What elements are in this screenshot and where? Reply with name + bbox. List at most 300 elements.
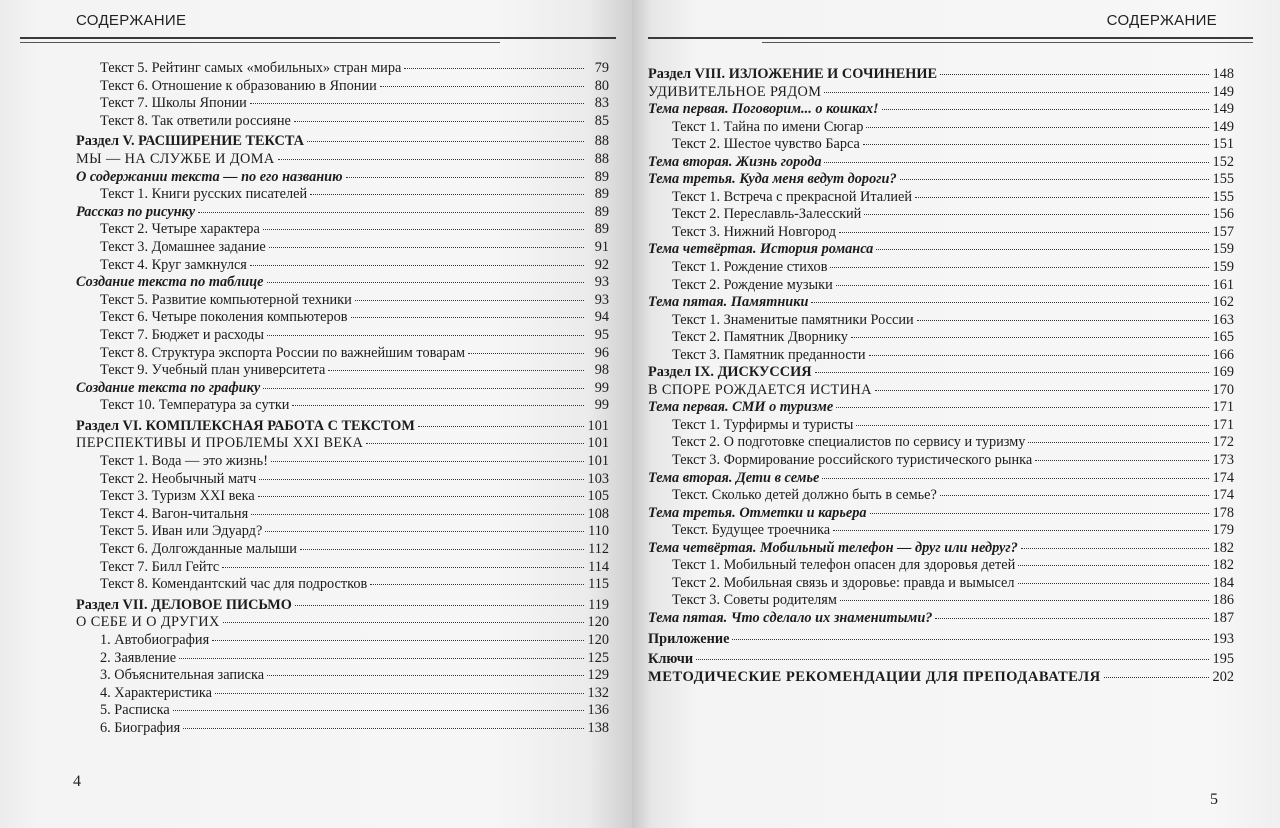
toc-entry: [648, 347, 1234, 365]
toc-entry: [76, 614, 609, 632]
toc-entry: [76, 327, 609, 345]
toc-entry-title: Текст 2. Переславль-Залесский: [672, 206, 862, 223]
toc-entry: [648, 241, 1234, 259]
toc-entry: [648, 557, 1234, 575]
dot-leader: [263, 388, 584, 389]
dot-leader: [307, 141, 584, 142]
toc-entry-page: 132: [587, 684, 609, 701]
dot-leader: [278, 159, 584, 160]
dot-leader: [940, 74, 1209, 75]
toc-entry-title: Текст 2. Четыре характера: [100, 221, 260, 238]
toc-entry-title: Текст 4. Вагон-читальня: [100, 505, 249, 522]
dot-leader: [836, 285, 1209, 286]
toc-entry-title: Создание текста по таблице: [76, 274, 264, 291]
toc-entry-page: 129: [587, 667, 609, 684]
toc-entry-title: Рассказ по рисунку: [76, 203, 196, 220]
toc-entry: [648, 189, 1234, 207]
dot-leader: [355, 300, 584, 301]
toc-entry: [648, 592, 1234, 610]
toc-entry-page: 80: [594, 77, 609, 94]
toc-entry-title: О СЕБЕ И О ДРУГИХ: [76, 614, 220, 631]
dot-leader: [346, 177, 584, 178]
toc-entry-title: Тема четвёртая. История романса: [648, 241, 874, 258]
dot-leader: [267, 335, 584, 336]
dot-leader: [300, 549, 584, 550]
toc-entry-title: МЫ — НА СЛУЖБЕ И ДОМА: [76, 150, 275, 167]
toc-entry: [76, 418, 609, 436]
toc-entry: [76, 541, 609, 559]
toc-entry-page: 152: [1212, 153, 1234, 170]
toc-entry: [648, 382, 1234, 400]
toc-entry: [76, 362, 609, 380]
toc-entry-page: 94: [594, 309, 609, 326]
toc-entry-title: Текст 2. О подготовке специалистов по сервису и туризму: [672, 434, 1026, 451]
toc-entry: [76, 702, 609, 720]
toc-entry-page: 99: [594, 397, 609, 414]
toc-entry-page: 173: [1212, 452, 1234, 469]
toc-entry: [648, 154, 1234, 172]
toc-entry-title: Тема пятая. Что сделало их знаменитыми?: [648, 609, 933, 626]
toc-entry-page: 95: [594, 326, 609, 343]
toc-entry: [76, 435, 609, 453]
toc-entry-page: 96: [594, 344, 609, 361]
dot-leader: [271, 461, 584, 462]
dot-leader: [851, 337, 1209, 338]
right-running-header: СОДЕРЖАНИЕ: [1106, 12, 1217, 29]
toc-entry-page: 101: [587, 417, 609, 434]
toc-entry: [76, 488, 609, 506]
dot-leader: [875, 390, 1209, 391]
dot-leader: [259, 479, 584, 480]
toc-entry-title: УДИВИТЕЛЬНОЕ РЯДОМ: [648, 83, 822, 100]
dot-leader: [223, 622, 584, 623]
toc-entry-page: 99: [594, 379, 609, 396]
dot-leader: [295, 605, 584, 606]
toc-entry-title: Тема первая. СМИ о туризме: [648, 399, 834, 416]
right-page: [632, 0, 1280, 828]
left-page-number: 4: [73, 773, 81, 790]
dot-leader: [404, 68, 584, 69]
dot-leader: [900, 179, 1209, 180]
dot-leader: [251, 514, 584, 515]
toc-entry-title: Раздел VI. КОМПЛЕКСНАЯ РАБОТА С ТЕКСТОМ: [76, 417, 415, 434]
toc-entry-title: 5. Расписка: [100, 702, 170, 719]
toc-entry: [648, 294, 1234, 312]
toc-entry-page: 186: [1212, 592, 1234, 609]
toc-entry: [76, 559, 609, 577]
toc-entry-page: 120: [587, 614, 609, 631]
toc-entry-page: 178: [1212, 504, 1234, 521]
dot-leader: [836, 407, 1209, 408]
toc-entry-title: Текст 10. Температура за сутки: [100, 397, 290, 414]
toc-entry-title: 4. Характеристика: [100, 684, 212, 701]
toc-entry: [648, 84, 1234, 102]
toc-entry: [648, 399, 1234, 417]
dot-leader: [811, 302, 1209, 303]
dot-leader: [366, 443, 584, 444]
toc-entry-page: 88: [594, 133, 609, 150]
toc-entry-title: Текст 6. Четыре поколения компьютеров: [100, 309, 348, 326]
toc-entry-title: Тема первая. Поговорим... о кошках!: [648, 101, 879, 118]
toc-entry-title: Создание текста по графику: [76, 379, 261, 396]
toc-entry: [648, 505, 1234, 523]
dot-leader: [840, 600, 1209, 601]
toc-entry: [76, 667, 609, 685]
toc-entry: [648, 136, 1234, 154]
toc-entry: [648, 312, 1234, 330]
toc-entry: [76, 274, 609, 292]
toc-entry: [76, 523, 609, 541]
toc-entry: [648, 470, 1234, 488]
dot-leader: [917, 320, 1209, 321]
toc-entry: [648, 651, 1234, 669]
toc-entry-title: О содержании текста — по его названию: [76, 168, 343, 185]
toc-entry-title: Тема третья. Отметки и карьера: [648, 504, 867, 521]
dot-leader: [328, 370, 584, 371]
toc-entry: [648, 224, 1234, 242]
toc-entry-title: 2. Заявление: [100, 649, 177, 666]
toc-entry: [648, 452, 1234, 470]
toc-entry-page: 101: [587, 453, 609, 470]
toc-entry-title: Текст 5. Развитие компьютерной техники: [100, 291, 352, 308]
toc-entry-title: Текст 8. Так ответили россияне: [100, 112, 291, 129]
dot-leader: [267, 282, 584, 283]
dot-leader: [815, 372, 1209, 373]
dot-leader: [263, 229, 584, 230]
dot-leader: [269, 247, 584, 248]
toc-entry-title: Текст 7. Бюджет и расходы: [100, 326, 264, 343]
toc-entry-page: 79: [594, 60, 609, 76]
dot-leader: [183, 728, 584, 729]
dot-leader: [265, 531, 584, 532]
dot-leader: [833, 530, 1209, 531]
left-running-header: СОДЕРЖАНИЕ: [76, 12, 187, 29]
dot-leader: [468, 353, 584, 354]
header-rule: [648, 37, 1253, 39]
toc-entry: [648, 631, 1234, 649]
toc-entry-page: 156: [1212, 206, 1234, 223]
toc-entry-page: 166: [1212, 346, 1234, 363]
dot-leader: [294, 121, 584, 122]
toc-entry: [76, 292, 609, 310]
toc-entry-title: Раздел IX. ДИСКУССИЯ: [648, 364, 812, 381]
dot-leader: [822, 478, 1209, 479]
left-page: [0, 0, 632, 828]
toc-entry-page: 88: [594, 150, 609, 167]
toc-entry-title: Текст 7. Школы Японии: [100, 95, 247, 112]
toc-entry: [76, 506, 609, 524]
toc-entry-page: 93: [594, 274, 609, 291]
toc-entry: [76, 685, 609, 703]
dot-leader: [310, 194, 584, 195]
toc-entry-page: 89: [594, 168, 609, 185]
dot-leader: [215, 693, 584, 694]
dot-leader: [250, 103, 584, 104]
toc-entry-page: 155: [1212, 188, 1234, 205]
toc-entry-title: Ключи: [648, 651, 694, 668]
toc-entry-title: Текст 3. Туризм XXI века: [100, 488, 255, 505]
toc-entry-title: Текст 3. Домашнее задание: [100, 238, 266, 255]
toc-entry-title: Раздел VIII. ИЗЛОЖЕНИЕ И СОЧИНЕНИЕ: [648, 66, 938, 82]
toc-entry-title: Текст 2. Рождение музыки: [672, 276, 833, 293]
toc-entry-page: 159: [1212, 241, 1234, 258]
toc-entry: [648, 171, 1234, 189]
toc-entry: [648, 259, 1234, 277]
toc-entry: [76, 95, 609, 113]
toc-entry-title: Текст 1. Мобильный телефон опасен для здоровья детей: [672, 557, 1016, 574]
dot-leader: [198, 212, 584, 213]
dot-leader: [351, 317, 584, 318]
toc-entry-title: Текст 1. Знаменитые памятники России: [672, 311, 914, 328]
toc-entry: [76, 221, 609, 239]
toc-entry-title: 6. Биография: [100, 719, 181, 736]
toc-entry-title: Раздел V. РАСШИРЕНИЕ ТЕКСТА: [76, 133, 305, 150]
toc-entry: [76, 169, 609, 187]
toc-entry-page: 92: [594, 256, 609, 273]
toc-entry-title: Текст 5. Иван или Эдуард?: [100, 523, 263, 540]
toc-entry-page: 170: [1212, 381, 1234, 398]
toc-entry-title: Текст 9. Учебный план университета: [100, 362, 326, 379]
header-rule-thin: [762, 42, 1253, 43]
dot-leader: [380, 86, 584, 87]
toc-entry-title: Текст 2. Мобильная связь и здоровье: правда и вымысел: [672, 574, 1015, 591]
toc-entry-page: 136: [587, 702, 609, 719]
toc-entry-title: Тема пятая. Памятники: [648, 294, 809, 311]
toc-entry-page: 187: [1212, 609, 1234, 626]
toc-entry-page: 98: [594, 362, 609, 379]
toc-entry-page: 93: [594, 291, 609, 308]
toc-entry-title: Текст 3. Советы родителям: [672, 592, 837, 609]
toc-entry-title: Текст 1. Книги русских писателей: [100, 186, 308, 203]
right-toc-list: [648, 66, 1234, 686]
toc-entry: [648, 329, 1234, 347]
toc-entry-page: 89: [594, 203, 609, 220]
toc-entry-page: 151: [1212, 136, 1234, 153]
toc-entry: [648, 277, 1234, 295]
toc-entry-page: 195: [1212, 651, 1234, 668]
toc-entry-page: 114: [588, 558, 609, 575]
toc-entry: [648, 669, 1234, 687]
toc-entry: [76, 632, 609, 650]
toc-entry-page: 112: [588, 541, 609, 558]
toc-entry: [76, 204, 609, 222]
dot-leader: [173, 710, 584, 711]
toc-entry-page: 120: [587, 632, 609, 648]
dot-leader: [258, 496, 584, 497]
toc-entry-page: 157: [1212, 223, 1234, 240]
toc-entry-page: 148: [1212, 66, 1234, 82]
dot-leader: [1018, 583, 1209, 584]
dot-leader: [292, 405, 584, 406]
toc-entry-page: 171: [1212, 416, 1234, 433]
toc-entry: [76, 345, 609, 363]
toc-entry-title: Текст 8. Комендантский час для подростков: [100, 576, 368, 593]
toc-entry-title: Тема четвёртая. Мобильный телефон — друг или недруг?: [648, 539, 1018, 556]
toc-entry-page: 174: [1212, 487, 1234, 504]
toc-entry-page: 172: [1212, 434, 1234, 451]
toc-entry-title: Приложение: [648, 630, 730, 647]
toc-entry-title: Текст 1. Рождение стихов: [672, 259, 828, 276]
toc-entry: [76, 239, 609, 257]
dot-leader: [222, 567, 584, 568]
dot-leader: [876, 249, 1209, 250]
dot-leader: [839, 232, 1209, 233]
toc-entry: [76, 380, 609, 398]
toc-entry-page: 105: [587, 488, 609, 505]
toc-entry-page: 162: [1212, 294, 1234, 311]
right-page-number: 5: [1210, 791, 1218, 808]
toc-entry-page: 184: [1212, 574, 1234, 591]
toc-entry-page: 89: [594, 221, 609, 238]
toc-entry-title: Текст. Сколько детей должно быть в семье?: [672, 487, 937, 504]
toc-entry-title: Текст 1. Вода — это жизнь!: [100, 453, 268, 470]
toc-entry-page: 169: [1212, 364, 1234, 381]
dot-leader: [696, 659, 1209, 660]
dot-leader: [856, 425, 1209, 426]
toc-entry: [648, 66, 1234, 84]
toc-entry-title: Тема третья. Куда меня ведут дороги?: [648, 171, 897, 188]
toc-entry-title: Текст 4. Круг замкнулся: [100, 256, 247, 273]
toc-entry: [648, 434, 1234, 452]
toc-entry-title: Текст 3. Нижний Новгород: [672, 223, 837, 240]
dot-leader: [1035, 460, 1209, 461]
toc-entry-page: 103: [587, 470, 609, 487]
dot-leader: [940, 495, 1209, 496]
toc-entry-page: 108: [587, 505, 609, 522]
toc-entry: [76, 133, 609, 151]
toc-entry: [648, 487, 1234, 505]
toc-entry-title: Текст 1. Встреча с прекрасной Италией: [672, 188, 913, 205]
toc-entry: [76, 151, 609, 169]
toc-entry-title: Текст 5. Рейтинг самых «мобильных» стран мира: [100, 60, 402, 76]
toc-entry-title: Текст 8. Структура экспорта России по важнейшим товарам: [100, 344, 466, 361]
toc-entry: [76, 186, 609, 204]
dot-leader: [824, 162, 1209, 163]
toc-entry: [76, 720, 609, 738]
dot-leader: [824, 92, 1209, 93]
toc-entry: [648, 364, 1234, 382]
toc-entry-page: 101: [587, 435, 609, 452]
toc-entry-title: Текст 3. Формирование российского туристического рынка: [672, 452, 1033, 469]
toc-entry-title: Текст 3. Памятник преданности: [672, 346, 866, 363]
toc-entry-page: 138: [587, 719, 609, 736]
toc-entry: [648, 101, 1234, 119]
toc-entry: [76, 309, 609, 327]
toc-entry-page: 174: [1212, 469, 1234, 486]
header-rule: [20, 37, 616, 39]
toc-entry: [648, 119, 1234, 137]
toc-entry: [76, 60, 609, 78]
toc-entry-page: 163: [1212, 311, 1234, 328]
toc-entry-page: 193: [1212, 630, 1234, 647]
dot-leader: [1104, 677, 1209, 678]
toc-entry-title: 3. Объяснительная записка: [100, 667, 265, 684]
dot-leader: [418, 426, 584, 427]
dot-leader: [250, 265, 584, 266]
dot-leader: [830, 267, 1209, 268]
toc-entry: [76, 78, 609, 96]
toc-entry-page: 149: [1212, 118, 1234, 135]
dot-leader: [212, 640, 584, 641]
dot-leader: [370, 584, 584, 585]
toc-entry-title: МЕТОДИЧЕСКИЕ РЕКОМЕНДАЦИИ ДЛЯ ПРЕПОДАВАТЕЛЯ: [648, 668, 1101, 685]
dot-leader: [869, 355, 1209, 356]
toc-entry-page: 179: [1212, 522, 1234, 539]
toc-entry: [648, 522, 1234, 540]
toc-entry-title: Текст 2. Необычный матч: [100, 470, 257, 487]
dot-leader: [866, 127, 1209, 128]
dot-leader: [1028, 442, 1209, 443]
toc-entry-title: Текст 7. Билл Гейтс: [100, 558, 220, 575]
dot-leader: [267, 675, 584, 676]
dot-leader: [864, 214, 1209, 215]
toc-entry: [76, 453, 609, 471]
dot-leader: [863, 144, 1209, 145]
toc-entry: [648, 540, 1234, 558]
toc-entry: [76, 397, 609, 415]
toc-entry-page: 202: [1212, 668, 1234, 685]
dot-leader: [1018, 565, 1209, 566]
dot-leader: [915, 197, 1209, 198]
toc-entry-page: 85: [594, 112, 609, 129]
toc-entry-page: 159: [1212, 259, 1234, 276]
toc-entry-title: В СПОРЕ РОЖДАЕТСЯ ИСТИНА: [648, 381, 872, 398]
toc-entry: [648, 575, 1234, 593]
dot-leader: [882, 109, 1209, 110]
toc-entry: [76, 257, 609, 275]
toc-entry-title: ПЕРСПЕКТИВЫ И ПРОБЛЕМЫ XXI ВЕКА: [76, 435, 364, 452]
toc-entry-title: Текст 2. Памятник Дворнику: [672, 329, 848, 346]
toc-entry-title: 1. Автобиография: [100, 632, 210, 648]
toc-entry-page: 161: [1212, 276, 1234, 293]
dot-leader: [179, 658, 584, 659]
toc-entry-page: 155: [1212, 171, 1234, 188]
toc-entry: [648, 610, 1234, 628]
toc-entry: [648, 206, 1234, 224]
toc-entry-title: Текст 1. Турфирмы и туристы: [672, 416, 854, 433]
toc-entry-page: 165: [1212, 329, 1234, 346]
dot-leader: [732, 639, 1209, 640]
toc-entry-page: 149: [1212, 101, 1234, 118]
toc-entry-page: 119: [588, 596, 609, 613]
toc-entry-page: 115: [588, 576, 609, 593]
dot-leader: [1021, 548, 1209, 549]
dot-leader: [870, 513, 1210, 514]
toc-entry-title: Текст 6. Долгожданные малыши: [100, 541, 297, 558]
toc-entry-page: 182: [1212, 557, 1234, 574]
toc-entry: [76, 576, 609, 594]
toc-entry-title: Текст. Будущее троечника: [672, 522, 831, 539]
left-toc-list: [76, 60, 609, 738]
toc-entry-page: 182: [1212, 539, 1234, 556]
toc-entry: [648, 417, 1234, 435]
toc-entry-title: Раздел VII. ДЕЛОВОЕ ПИСЬМО: [76, 596, 292, 613]
toc-entry: [76, 113, 609, 131]
toc-entry-page: 171: [1212, 399, 1234, 416]
toc-entry-title: Текст 6. Отношение к образованию в Японии: [100, 77, 377, 94]
toc-entry-title: Текст 1. Тайна по имени Сюгар: [672, 118, 864, 135]
toc-entry-title: Тема вторая. Дети в семье: [648, 469, 820, 486]
toc-entry-title: Текст 2. Шестое чувство Барса: [672, 136, 860, 153]
toc-entry-page: 110: [588, 523, 609, 540]
toc-entry-page: 125: [587, 649, 609, 666]
toc-entry: [76, 650, 609, 668]
toc-entry: [76, 471, 609, 489]
toc-entry: [76, 597, 609, 615]
toc-entry-page: 149: [1212, 83, 1234, 100]
dot-leader: [935, 618, 1209, 619]
header-rule-thin: [20, 42, 500, 43]
